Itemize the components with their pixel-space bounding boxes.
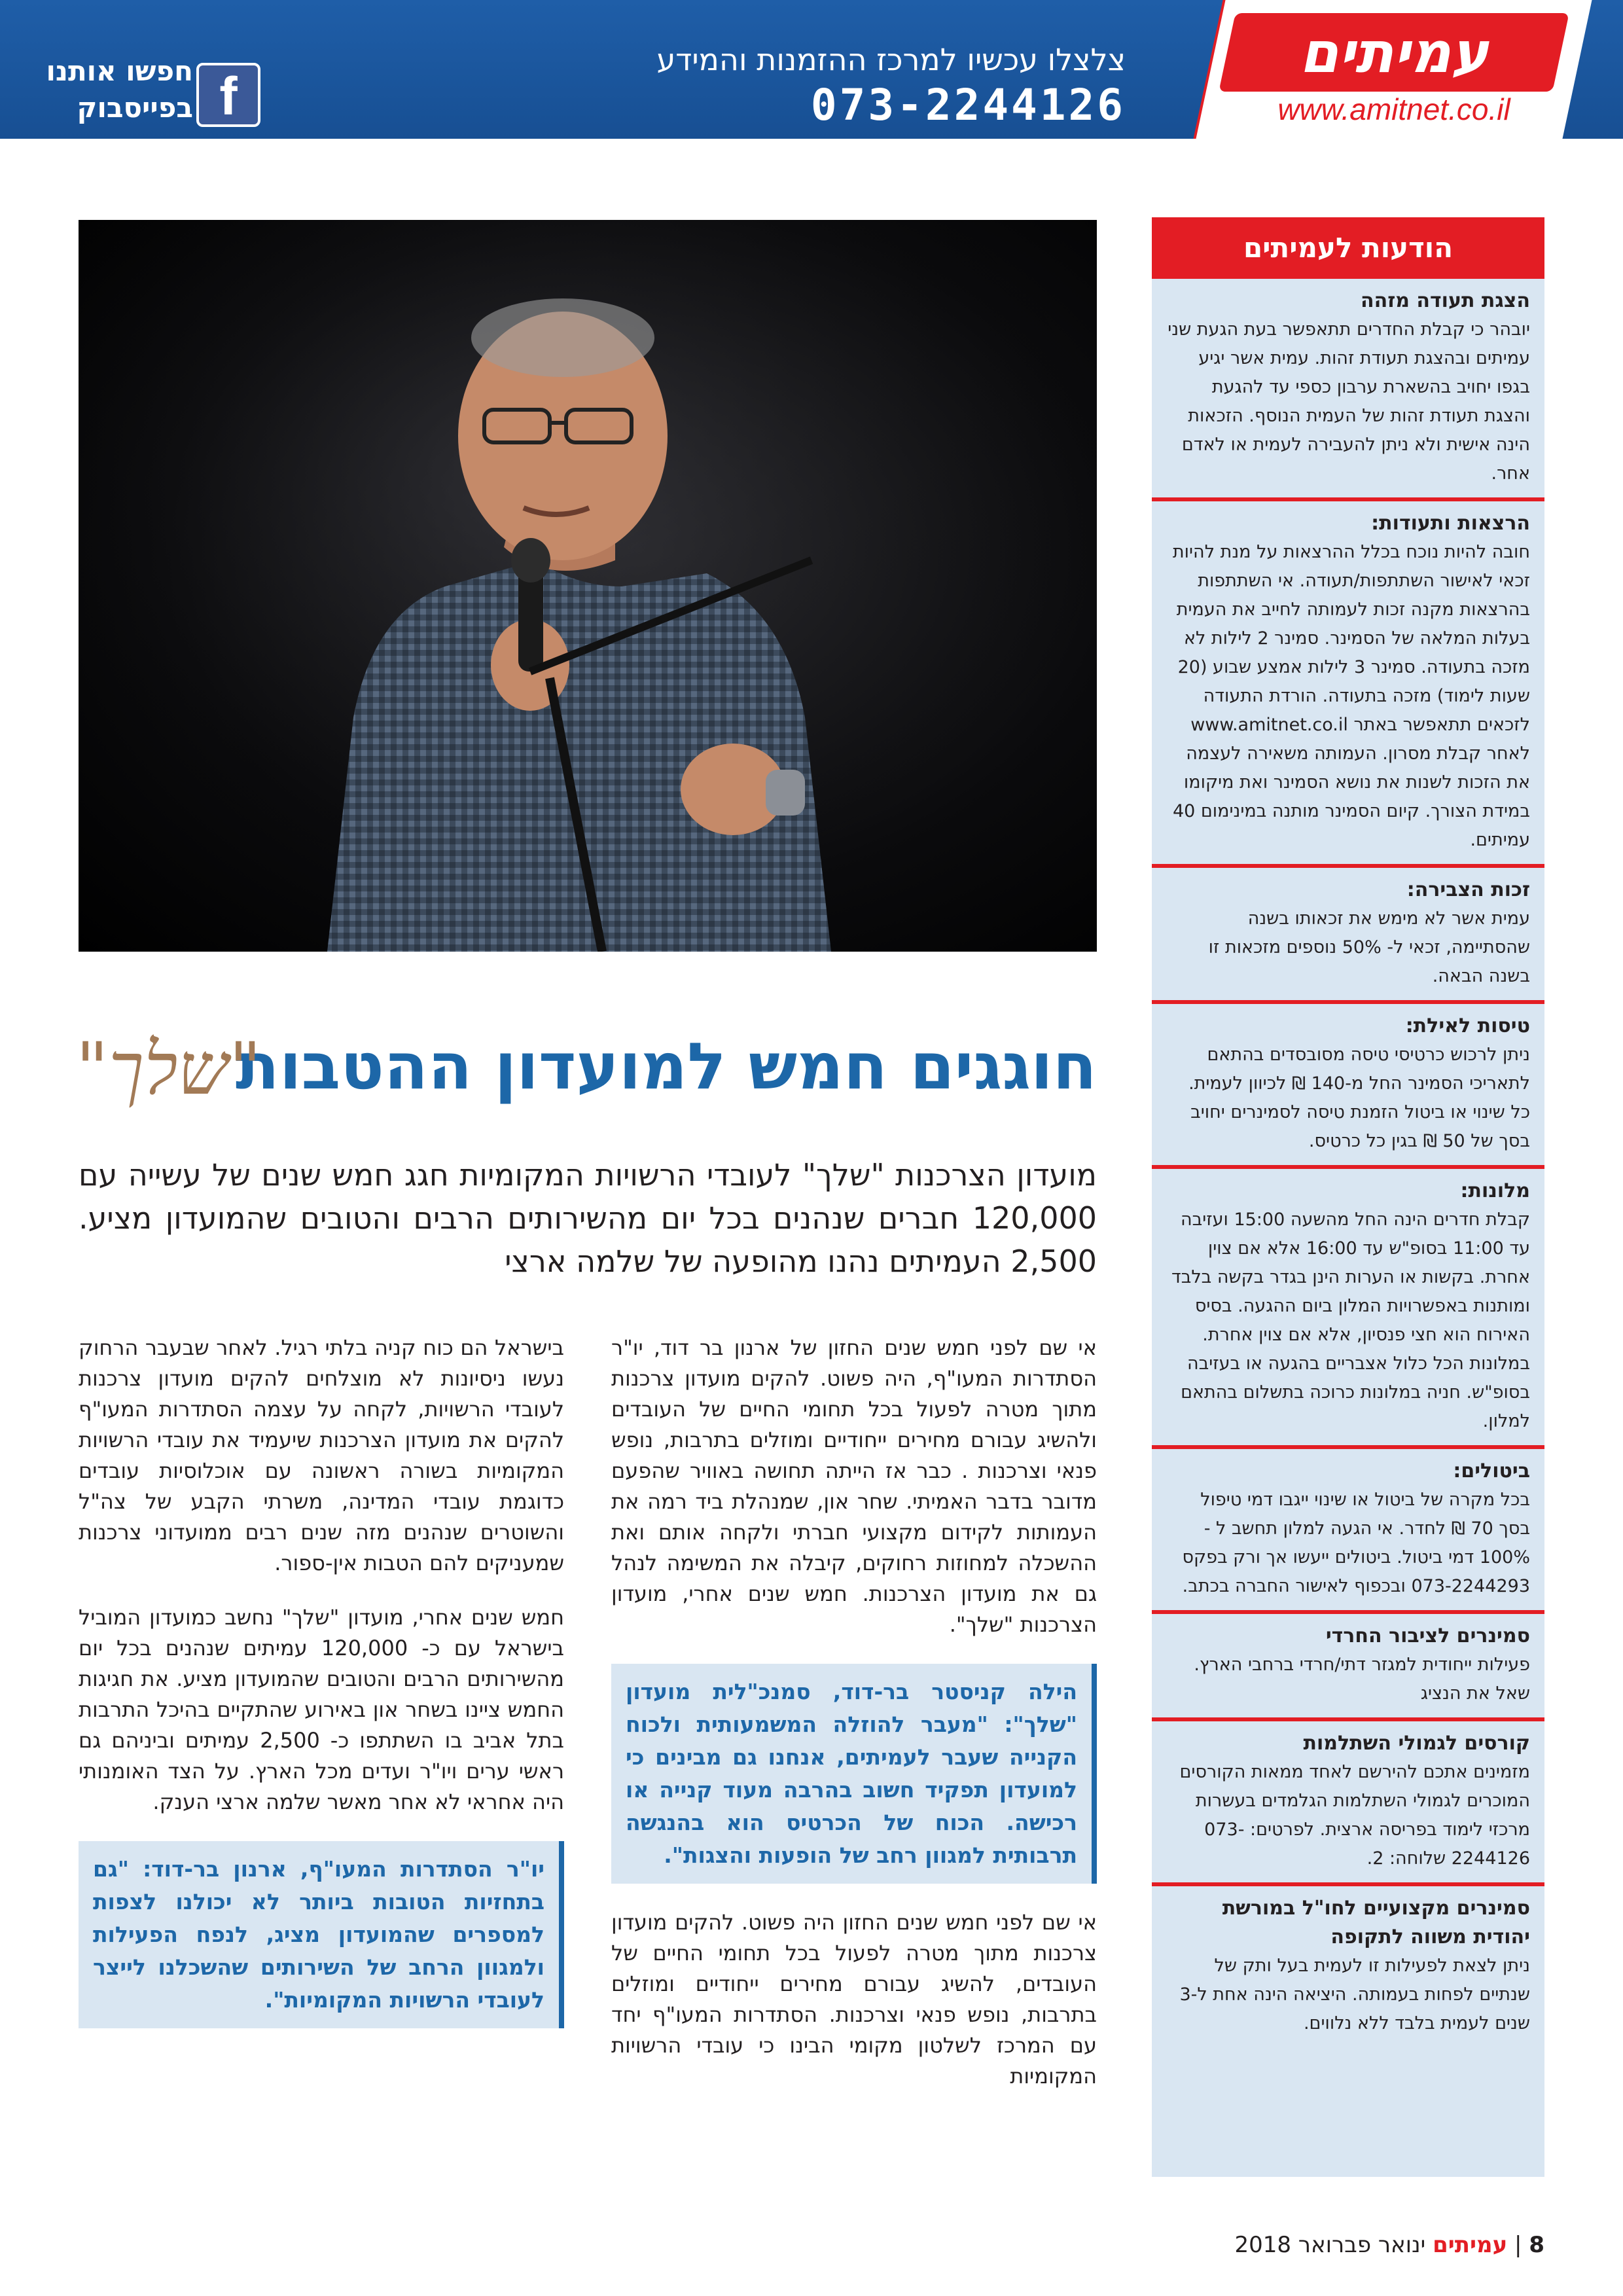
paragraph: בישראל הם כוח קניה בלתי רגיל. לאחר שבעבר הרחוק נעשו ניסיונות לא מוצלחים להקים מועדון צרכנות לעובדי הרשויות, לקחה על עצמה הסתדרות המעו"ף להקים את מועדון הצרכנות שיעמיד את עובדי הרשויות המקומיות בשורה ראשונה עם אוכלוסיות עובדים כדוגמת עובדי המדינה, משרתי הקבע של צה"ל והשוטרים שנהנים מזה שנים רבים ממועדוני צרכנות שמעניקים להם הטבות אין-ספור.: [79, 1335, 564, 1575]
facebook-text-line2: בפייסבוק: [77, 92, 193, 124]
notices-sidebar: [1152, 217, 1544, 2177]
footer-divider: |: [1507, 2232, 1522, 2258]
call-center-text: צלצלו עכשיו למרכז ההזמנות והמידע: [656, 42, 1126, 77]
logo[interactable]: עמיתים: [1299, 20, 1489, 86]
page-footer: [955, 2225, 1544, 2265]
notice-title: הצגת תעודה מזהה: [1361, 289, 1530, 312]
notice-title: זכות הצבירה:: [1406, 878, 1530, 901]
sidebar-title: הודעות לעמיתים: [1152, 217, 1544, 279]
article-column-right: [611, 1333, 1097, 2115]
notice-section-cancellations: [1152, 1449, 1544, 1614]
notice-section-accumulation: [1152, 868, 1544, 1004]
notice-body: ניתן לרכוש כרטיסי טיסה מסובסדים בהתאם לתאריכי הסמינר החל מ-140 ₪ לכיוון לעמית. כל שינוי או ביטול הזמנת טיסה לסמינרים יחויב בסך של 50 ₪ בגין כל כרטיס.: [1188, 1045, 1530, 1151]
pull-quote: יו"ר הסתדרות המעו"ף, ארנון בר-דוד: "גם בתחזיות הטובות ביותר לא יכולנו לצפות למספרים שהמועדון מציג, לנפח הפעילות ולמגוון הרחב של השירותים שהשכלנו לייצר לעובדי הרשויות המקומיות".: [79, 1841, 564, 2028]
article-lead: [79, 1153, 1097, 1291]
notice-body: עמית אשר לא מימש את זכאותו בשנה שהסתיימה, זכאי ל- 50% נוספים מזכאות זו בשנה הבאה.: [1208, 908, 1530, 986]
notice-section-courses: [1152, 1721, 1544, 1886]
notice-body: יובהר כי קבלת החדרים תתאפשר בעת הגעת שני עמיתים ובהצגת תעודת זהות. עמית אשר יגיע בגפו יחויב בהשארת ערבון כספי עד להגעת והצגת תעודת זהות של העמית הנוסף. הזכאות הינה אישית ולא ניתן להעבירה לעמית או לאדם אחר.: [1168, 319, 1530, 484]
notice-section-lectures: [1152, 501, 1544, 868]
notice-body: קבלת חדרים הינה החל מהשעה 15:00 ועזיבה עד 11:00 בסופ"ש עד 16:00 אלא אם צוין אחרת. בקשות או הערות הינן בגדר בקשה בלבד ומותנות באפשרויות המלון ביום ההגעה. בסיס האירוח הוא חצי פנסיון, אלא אם צוין אחרת. במלונות הכל כלול אצבריים בהגעה או בעזיבה בסופ"ש. חניה במלונות כרוכה בתשלום בהתאם למלון.: [1171, 1210, 1530, 1431]
notice-title: קורסים לגמולי השתלמות: [1303, 1732, 1530, 1755]
article-headline: חוגגים חמש למועדון ההטבות: [235, 1030, 1097, 1104]
notice-title: סמינרים מקצועיים לחו"ל במורשת יהודית משווה לתקופה: [1222, 1897, 1530, 1948]
paragraph: אי שם לפני חמש שנים החזון היה פשוט. להקים מועדון צרכנות מתוך מטרה לפעול בכל תחומי החיים של העובדים, להשיג עבורם מחירים ייחודיים ומוזלים בתרבות, נופש פנאי וצרכנות. הסתדרות המעו"ף יחד עם המרכז לשלטון מקומי הבינו כי עובדי הרשויות המקומיות: [611, 1910, 1097, 2089]
notice-title: טיסות לאילת:: [1405, 1014, 1530, 1037]
notice-body: מזמינים אתכם להירשם לאחד ממאות הקורסים המוכרים לגמולי השתלמות הגלמדים בעשרות מרכזי לימוד בפריסה ארצית. לפרטים: 073-2244126 שלוחה: 2.: [1179, 1762, 1530, 1869]
lead-paragraph: מועדון הצרכנות "שלך" לעובדי הרשויות המקומיות חגג חמש שנים של עשייה עם 120,000 חברים שנהנים בכל יום מהשירותים הרבים והטובים שהמועדון מציע. 2,500 העמיתים נהנו מהופעה של שלמה ארצי: [79, 1157, 1097, 1279]
logo-url[interactable]: www.amitnet.co.il: [1277, 92, 1510, 126]
notice-body: חובה להיות נוכח בכלל ההרצאות על מנת להיות זכאי לאישור השתתפות/תעודה. אי השתתפות בהרצאות מקנה זכות לעמותה לחייב את העמית בעלות המלאה של הסמינר. סמינר 2 לילות לא מזכה בתעודה. סמינר 3 לילות אמצע שבוע (20 שעות לימוד) מזכה בתעודה. הורדת התעודה לזכאים תתאפשר באתר www.amitnet.co.il לאחר קבלת מסרון. העמותה משאירה לעצמה את הזכות לשנות את נושא הסמינר ואת מיקומו במידת הצורך. קיום הסמינר מותנה במינימום 40 עמיתים.: [1172, 542, 1530, 850]
notice-title: סמינרים לציבור החרדי: [1325, 1624, 1530, 1647]
notice-section-abroad: [1152, 1886, 1544, 2047]
paragraph: אי שם לפני חמש שנים החזון של ארנון בר דוד, יו"ר הסתדרות המעו"ף, היה פשוט. להקים מועדון צרכנות מתוך מטרה לפעול בכל תחומי החיים של העובדים ולהשיג עבורם מחירים ייחודיים ומוזלים בתרבות, נופש פנאי וצרכנות . כבר אז הייתה תחושה באוויר שהפעם מדובר בדבר האמיתי. שחר און, שמנהלת ביד רמה את העמותות לקידום מקצועי חברתי ולקחה אותם ואת ההשכלה למחוזות רחוקים, קיבלה את המשימה לנהל גם את מועדון הצרכנות. חמש שנים אחרי, מועדון הצרכנות "שלך".: [611, 1335, 1097, 1637]
notice-section-haredi: [1152, 1614, 1544, 1721]
call-center-phone[interactable]: 073-2244126: [810, 80, 1126, 130]
pull-quote: הילה קניסטר בר-דוד, סמנכ"לית מועדון "שלך": "מעבר להוזלה המשמעותית ולכוח הקנייה שעבר לעמיתים, אנחנו גם מבינים כי למועדון תפקיד חשוב בהרבה מעוד קנייה או רכישה. הכוח של הכרטיס הוא בהנגשה תרבותית למגוון רחב של הופעות והצגות".: [611, 1664, 1097, 1884]
notice-body: ניתן לצאת לפעילות זו לעמית בעל ותק של שנתיים לפחות בעמותה. היציאה הינה אחת ל-3 שנים לעמית בלבד ללא נלווים.: [1179, 1956, 1530, 2034]
footer-brand: עמיתים: [1433, 2232, 1508, 2258]
footer-issue: ינואר פברואר 2018: [1234, 2232, 1426, 2258]
notice-title: מלונות:: [1460, 1179, 1530, 1202]
article-column-left: [79, 1333, 564, 2052]
notice-body: בכל מקרה של ביטול או שינוי ייגבו דמי טיפול בסך 70 ₪ לחדר. אי הגעה למלון תחשב ל - 100% דמי ביטול. ביטולים ייעשו אך ורק בפקס 073-2244293 ובכפוף לאישור החברה בכתב.: [1182, 1490, 1530, 1596]
speaker-illustration: [79, 220, 1097, 952]
notice-section-hotels: [1152, 1169, 1544, 1449]
notice-title: ביטולים:: [1453, 1460, 1530, 1482]
top-banner: [0, 0, 1623, 139]
notice-section-flights: [1152, 1004, 1544, 1169]
page-number: 8: [1529, 2232, 1544, 2258]
notice-body: פעילות ייחודית למגזר דתי/חרדי ברחבי הארץ. שאל את הנציג: [1194, 1655, 1530, 1704]
headline-script-logo: "שלך": [75, 1027, 262, 1111]
notice-title: הרצאות ותעודות:: [1371, 512, 1530, 535]
facebook-text-line1: חפשו אותנו: [46, 55, 193, 87]
facebook-icon[interactable]: f: [196, 63, 260, 127]
notice-section-id: [1152, 279, 1544, 501]
paragraph: חמש שנים אחרי, מועדון "שלך" נחשב כמועדון המוביל בישראל עם כ- 120,000 עמיתים שנהנים בכל יום מהשירותים הרבים והטובים שהמועדון מציע. את חגיגות החמש ציינו בשחר און באירוע שהתקיים בהיכל התרבות בתל אביב בו השתתפו כ- 2,500 עמיתים וביניהם גם ראשי ערים ויו"ר ועדים מכל הארץ. על הצד האומנותי היה אחראי לא אחר מאשר שלמה ארצי הענק.: [79, 1605, 565, 1814]
speaker-photo: [79, 220, 1097, 952]
